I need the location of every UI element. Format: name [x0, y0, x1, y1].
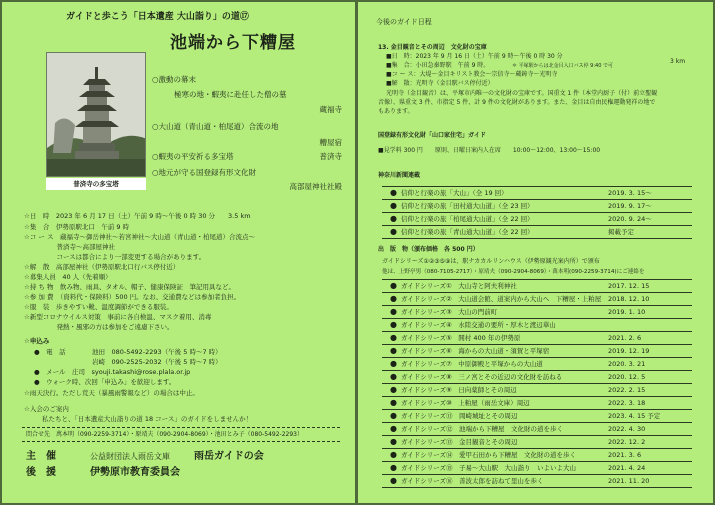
detail-course: ☆コ ー ス 蔵福寺～御岳神社～若宮神社～大山道（青山道・柏尾道）合流点～ [24, 233, 255, 241]
schedule-heading: 今後のガイド日程 [376, 18, 432, 26]
detail-meet: ☆集 合 伊勢原駅北口 午前 9 時 [24, 223, 130, 231]
photo-caption: 普済寺の多宝塔 [46, 178, 146, 190]
sponsor-name: 雨岳ガイドの会 [194, 451, 264, 462]
bullet-icon: ● [390, 320, 397, 329]
publication-name: ガイドシリーズ③ 大山の門前町 [401, 308, 498, 316]
rule [382, 331, 692, 332]
membership-text: 私たちと、「日本遺産大山詣りの道 18 コース」のガイドをしませんか！ [42, 415, 253, 423]
bullet-icon: ● [390, 333, 397, 342]
publication-row [390, 333, 710, 344]
bullet-icon: ● [390, 359, 397, 368]
publication-row [390, 346, 710, 357]
rain-note: ☆雨天決行。ただし荒天（暴風雨警報など）の場合は中止。 [24, 389, 199, 397]
next-desc-1: 光明寺（金目観音）は、平塚市内唯一の文化財の宝庫です。国重文 1 件（本堂内厨子（付）前立聖観 [386, 90, 658, 97]
next-meet: ■集 合：小田急秦野駅 午前 9 時。 [386, 62, 490, 69]
publication-date: 2022. 12. 2 [608, 438, 646, 446]
publication-name: ガイドシリーズ⑨ 日向薬師とその周辺 [401, 386, 517, 394]
apply-phone-1: 池田 080-5492-2293（午後 5 時～7 時） [92, 348, 222, 356]
detail-covid: ☆新型コロナウイルス対策 事前に各自検温、マスク着用、消毒 [24, 313, 212, 321]
pagoda-image [47, 53, 146, 177]
publication-date: 2022. 2. 15 [608, 386, 646, 394]
detail-capacity: ☆募集人員 40 人（先着順） [24, 273, 112, 281]
publication-date: 2022. 4. 30 [608, 425, 646, 433]
next-date: ■日 時：2023 年 9 月 16 日（土）午前 9 時～午後 0 時 30 分 [386, 53, 563, 60]
membership-heading: ☆入会のご案内 [24, 405, 69, 413]
next-desc-2: 音像）、県重文 3 件、市指定 5 件、計 9 件の文化財があります。また、金目は自由民権運動発祥の地で [378, 99, 656, 106]
spot-6-place: 普済寺 [319, 152, 342, 161]
detail-clothes: ☆服 装 歩きやすい靴、温度調節ができる服装。 [24, 303, 173, 311]
detail-items: ☆持 ち 物 飲み物、雨具、タオル、帽子、健康保険証 筆記用具など。 [24, 283, 235, 291]
publication-row [390, 411, 710, 422]
kanagawa-row [390, 188, 710, 199]
bullet-icon: ● [390, 227, 397, 236]
publication-name: ガイドシリーズ⑭ 愛甲石田から下糟屋 文化財の道を歩く [401, 451, 576, 459]
kanagawa-row [390, 201, 710, 212]
publications-note-1: ガイドシリーズ①②③⑤⑨は、駅ナカカルリンハウス（伊勢原観光案内所）で頒布 [382, 258, 600, 265]
bullet-icon: ● [390, 450, 397, 459]
support-label: 後 援 [26, 467, 56, 478]
apply-phone-2: 岩崎 090-2525-2032（午後 5 時～7 時） [92, 358, 222, 366]
rule [382, 461, 692, 462]
publication-row [390, 372, 710, 383]
bullet-icon: ● [390, 424, 397, 433]
publication-name: ガイドシリーズ⑯ 善波太郎を訪ねて里山を歩く [401, 477, 544, 485]
rule [382, 199, 692, 200]
detail-course-2: 普済寺～高部屋神社 [24, 243, 115, 251]
rule [382, 225, 692, 226]
bullet-icon: ● [390, 307, 397, 316]
rule [382, 422, 692, 423]
apply-walk: ● ウォーク時、次回「申込み」を歓迎します。 [34, 378, 176, 386]
registered-detail: ■見学料 300 円 原則、日曜日案内人在席 10:00～12:00、13:00～15:00 [378, 147, 601, 154]
next-end: ■解 散：光明寺（金目駅バス停付近） [386, 80, 494, 87]
divider-bottom [22, 441, 340, 442]
bullet-icon: ● [390, 385, 397, 394]
spot-7: ○地元が守る国登録有形文化財 [152, 168, 257, 177]
publication-name: ガイドシリーズ⑦ 中原御殿と平塚からの大山道 [401, 360, 543, 368]
publication-name: ガイドシリーズ⑥ 海からの大山道・須賀と平塚宿 [401, 347, 550, 355]
publication-row [390, 437, 710, 448]
rule [382, 357, 692, 358]
spot-5-place: 糟屋宿 [319, 138, 342, 147]
kanagawa-name: 信仰と行楽の旅「大山」（全 19 回） [401, 189, 508, 197]
spot-4: ○大山道（青山道・柏尾道）合流の地 [152, 122, 279, 131]
bullet-icon: ● [390, 201, 397, 210]
rule [382, 292, 692, 293]
publication-date: 2019. 12. 19 [608, 347, 650, 355]
spot-2: 極寒の地・蝦夷に赴任した僧の墓 [174, 90, 287, 99]
sponsor-org: 公益財団法人雨岳文庫 [90, 452, 170, 461]
publication-row [390, 450, 710, 461]
pagoda-photo [46, 52, 146, 177]
publication-row [390, 281, 710, 292]
rule [382, 186, 692, 187]
publication-name: ガイドシリーズ⑧ 三ノ宮とその近辺の文化財を訪ねる [401, 373, 563, 381]
publication-row [390, 424, 710, 435]
publication-date: 2021. 4. 24 [608, 464, 646, 472]
publication-name: ガイドシリーズ④ 水陸交通の要所・厚木と渡辺華山 [401, 321, 556, 329]
rule [382, 487, 692, 488]
rule [382, 238, 692, 239]
left-page [2, 2, 355, 503]
detail-dismiss: ☆解 散 高部屋神社（伊勢原駅北口行バス停付近） [24, 263, 180, 271]
detail-fee: ☆参 加 費 （資料代・保険料）500 円。なお、交通費などは参加者負担。 [24, 293, 241, 301]
bullet-icon: ● [390, 411, 397, 420]
publication-row [390, 476, 710, 487]
bullet-icon: ● [390, 188, 397, 197]
rule [382, 448, 692, 449]
support-name: 伊勢原市教育委員会 [90, 467, 180, 478]
publication-name: ガイドシリーズ⑫ 池端から下糟屋 文化財の道を歩く [401, 425, 563, 433]
next-distance: 3 km [670, 58, 686, 65]
series-header: ガイドと歩こう「日本遺産 大山詣り」の道⑰ [66, 12, 249, 22]
next-desc-3: もあります。 [378, 108, 414, 115]
right-page [358, 2, 713, 503]
publication-date: 2019. 1. 10 [608, 308, 646, 316]
kanagawa-date: 掲載予定 [608, 228, 634, 236]
kanagawa-name: 信仰と行楽の旅「柏尾通大山道」（全 22 回） [401, 215, 534, 223]
kanagawa-name: 信仰と行楽の旅「青山通大山道」（全 22 回） [401, 228, 534, 236]
kanagawa-name: 信仰と行楽の旅「田村通大山道」（全 23 回） [401, 202, 534, 210]
kanagawa-row [390, 214, 710, 225]
publications-note-2: 他は、上野亭男（080-7105-2717）・原靖夫（090-2904-8069）・萬本明(090-2259-3714)にご連絡を [382, 269, 645, 275]
publication-name: ガイドシリーズ⑩ 上粕屋（雨岳文庫）周辺 [401, 399, 530, 407]
contact-line: 問合せ先 萬本明（090-2259-3714）・原靖夫（090-2904-8069）・池田とみ子（080-5492-2293） [26, 431, 303, 438]
bullet-icon: ● [390, 476, 397, 485]
publication-date: 2018. 12. 10 [608, 295, 650, 303]
publication-row [390, 294, 710, 305]
spot-6: ○蝦夷の平安祈る多宝塔 [152, 152, 234, 161]
publication-name: ガイドシリーズ① 大山寺と阿夫利神社 [401, 282, 517, 290]
rule [382, 383, 692, 384]
apply-email[interactable]: ● メール 庄司 syouji.takashi@rose.plala.or.jp [34, 368, 191, 376]
publication-name: ガイドシリーズ⑪ 岡崎城址とその周辺 [401, 412, 518, 420]
detail-course-note: コースは都合により一部変更する場合があります。 [24, 253, 206, 261]
spot-8-place: 高部屋神社社殿 [289, 182, 342, 191]
rule [382, 409, 692, 410]
publication-row [390, 307, 710, 318]
divider-top [22, 427, 340, 428]
page-title: 池端から下糟屋 [170, 33, 296, 53]
registered-heading: 国登録有形文化財「山口家住宅」ガイド [378, 132, 486, 139]
next-meet-note: ＊ 平塚駅からは北金目入口バス停 9:40 で可 [512, 63, 613, 69]
next-title: 13. 金目観音とその周辺 文化財の宝庫 [378, 44, 487, 51]
publication-row [390, 398, 710, 409]
publication-name: ガイドシリーズ⑬ 金目観音とその周辺 [401, 438, 518, 446]
bullet-icon: ● [390, 214, 397, 223]
bullet-icon: ● [390, 281, 397, 290]
kanagawa-date: 2020. 9. 24～ [608, 215, 652, 223]
rule [382, 212, 692, 213]
kanagawa-heading: 神奈川新聞連載 [378, 172, 421, 179]
detail-date: ☆日 時 2023 年 6 月 17 日（土）午前 9 時～午後 0 時 30 分 3.5 km [24, 212, 251, 220]
publication-date: 2021. 3. 6 [608, 451, 642, 459]
next-course: ■コ ー ス：大堤～金目キリスト教会～宗信寺～蔵鋳寺～光明寺 [386, 71, 558, 78]
publication-date: 2021. 11. 20 [608, 477, 650, 485]
kanagawa-date: 2019. 3. 15～ [608, 189, 652, 197]
rule [382, 370, 692, 371]
bullet-icon: ● [390, 294, 397, 303]
spot-1: ○激動の幕末 [152, 75, 197, 84]
rule [382, 344, 692, 345]
apply-phone-label: ● 電 話 [34, 348, 66, 356]
publication-row [390, 320, 710, 331]
rule [382, 305, 692, 306]
sponsor-label: 主 催 [26, 451, 56, 462]
bullet-icon: ● [390, 437, 397, 446]
apply-heading: ☆申込み [24, 337, 50, 345]
spot-3-place: 蔵福寺 [319, 105, 342, 114]
rule [382, 435, 692, 436]
rule [382, 279, 692, 280]
kanagawa-date: 2019. 9. 17～ [608, 202, 652, 210]
detail-covid-2: 発熱・風邪の方は参加をご遠慮下さい。 [24, 323, 174, 331]
bullet-icon: ● [390, 398, 397, 407]
rule [382, 318, 692, 319]
publication-date: 2020. 3. 21 [608, 360, 646, 368]
publication-row [390, 463, 710, 474]
publication-date: 2022. 3. 18 [608, 399, 646, 407]
publication-date: 2017. 12. 15 [608, 282, 650, 290]
publication-name: ガイドシリーズ⑮ 子易～大山駅 大山詣り いよいよ大山 [401, 464, 576, 472]
rule [382, 474, 692, 475]
publication-name: ガイドシリーズ② 大山道会館、道案内から大山へ 下糟屋・上粕屋 [401, 295, 602, 303]
publication-row [390, 359, 710, 370]
publication-name: ガイドシリーズ⑤ 開村 400 年の伊勢原 [401, 334, 521, 342]
kanagawa-row [390, 227, 710, 238]
publication-date: 2021. 2. 6 [608, 334, 642, 342]
rule [382, 396, 692, 397]
bullet-icon: ● [390, 372, 397, 381]
bullet-icon: ● [390, 346, 397, 355]
publication-row [390, 385, 710, 396]
publications-heading: 出 版 物（頒布価格 各 500 円） [378, 246, 479, 253]
publication-date: 2020. 12. 5 [608, 373, 646, 381]
bullet-icon: ● [390, 463, 397, 472]
publication-date: 2023. 4. 15 予定 [608, 412, 661, 420]
